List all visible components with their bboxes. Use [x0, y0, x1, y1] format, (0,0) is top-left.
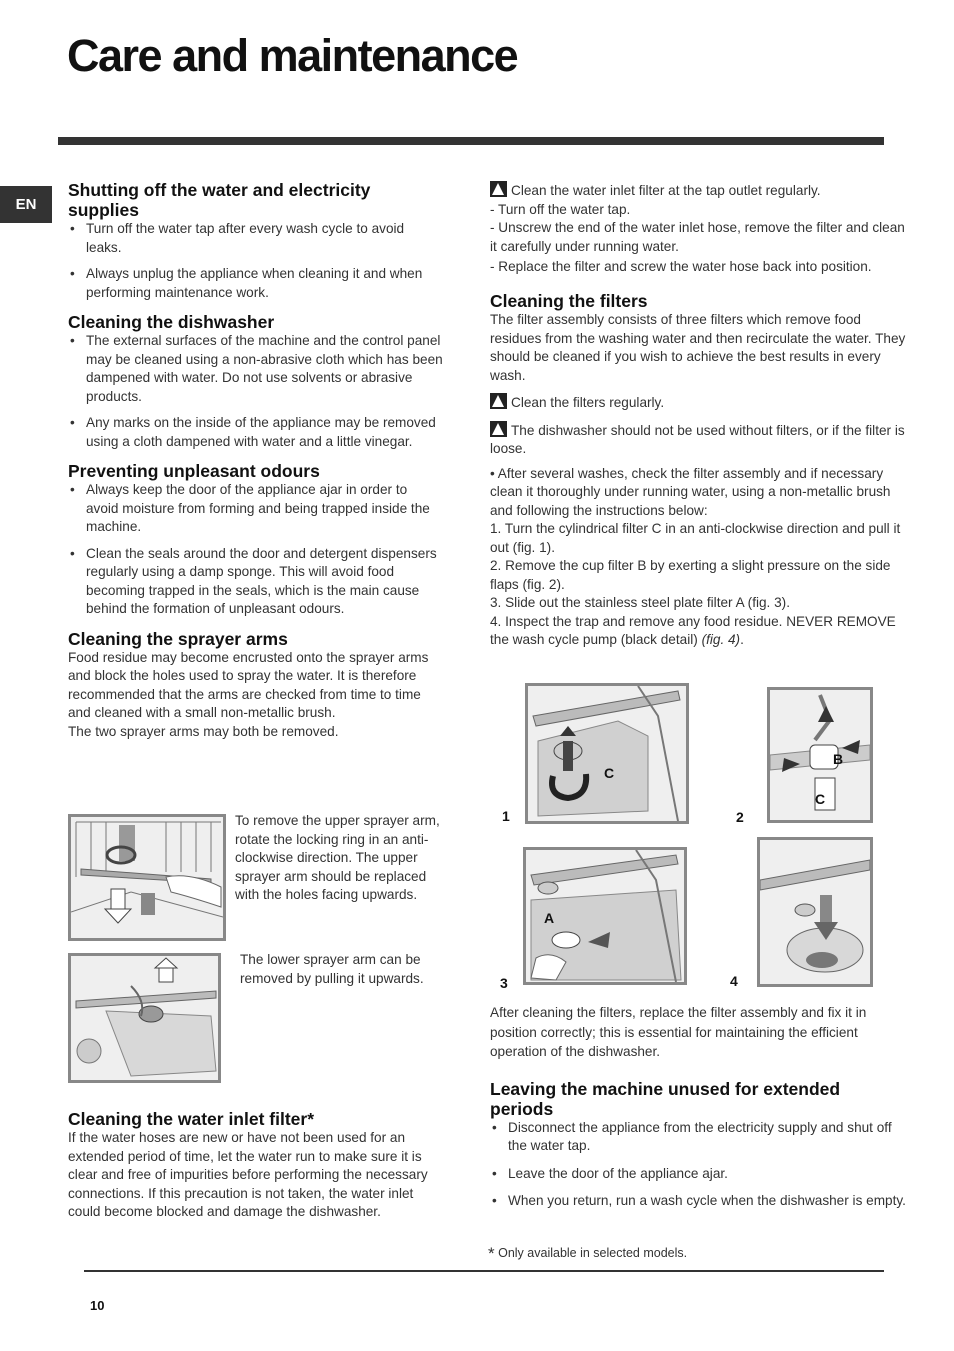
period: . [740, 632, 744, 647]
footnote-mark: * [488, 1244, 495, 1263]
list-item: • Turn off the water tap after every wash cycle to avoid leaks. [68, 220, 443, 257]
label-c-2: C [815, 791, 826, 807]
lower-sprayer-illustration [71, 956, 218, 1080]
filters-warning-2: The dishwasher should not be used without filters, or if the filter is loose. [490, 422, 905, 456]
page-title: Care and maintenance [67, 30, 518, 81]
warning-icon [490, 421, 507, 437]
footer-rule [84, 1270, 884, 1272]
list-item: • Any marks on the inside of the appliance may be removed using a cloth dampened with water and a little vinegar. [68, 414, 443, 451]
upper-sprayer-figure [68, 814, 226, 941]
warning-icon [490, 393, 507, 409]
filters-step-3: 3. Slide out the stainless steel plate filter A (fig. 3). [490, 595, 790, 610]
footnote-text: Only available in selected models. [498, 1246, 688, 1260]
lower-sprayer-figure [68, 953, 221, 1083]
after-text: After cleaning the filters, replace the filter assembly and fix it in position correctly; this is essential for maintaining the efficient operation of the dishwasher. [490, 1005, 867, 1059]
filters-step-4: 4. Inspect the trap and remove any food residue. NEVER REMOVE the wash cycle pump (black detail) [490, 613, 896, 647]
inlet-warning: Clean the water inlet filter at the tap outlet regularly. [511, 183, 821, 198]
filters-text: The filter assembly consists of three filters which remove food residues from the washing water and then recirculate the water. They should be cleaned if you wish to achieve the best results in every wash. [490, 312, 906, 383]
inlet-step: - Unscrew the end of the water inlet hose, remove the filter and clean it carefully under running water. [490, 220, 905, 254]
filter-figure-4 [757, 837, 873, 987]
heading-shutoff: Shutting off the water and electricity supplies [68, 180, 371, 220]
sprayer-text: Food residue may become encrusted onto the sprayer arms and block the holes used to spray the water. It is therefore recommended that the arms are checked from time to time and cleaned with a small non-metallic brush. [68, 649, 429, 720]
filter-figure-1 [525, 683, 689, 824]
filter-illustration-1 [528, 686, 686, 821]
list-item: • Always keep the door of the appliance ajar in order to avoid moisture from forming and being trapped inside the machine. [68, 481, 443, 537]
filter-illustration-4 [760, 840, 870, 984]
inlet-text: If the water hoses are new or have not been used for an extended period of time, let the water run to make sure it is clear and free of impurities before performing the necessary connections. If this precaution is not taken, the water inlet could become blocked and damage the dishwasher. [68, 1130, 428, 1219]
label-a: A [544, 910, 555, 926]
figure-number-1: 1 [502, 808, 510, 824]
list-item: • Leave the door of the appliance ajar. [490, 1165, 908, 1184]
heading-unused: Leaving the machine unused for extended periods [490, 1078, 841, 1119]
heading-cleaning: Cleaning the dishwasher [68, 312, 275, 332]
filters-step-1: 1. Turn the cylindrical filter C in an anti-clockwise direction and pull it out (fig. 1). [490, 521, 901, 555]
heading-odours: Preventing unpleasant odours [68, 461, 320, 481]
upper-sprayer-text: To remove the upper sprayer arm, rotate the locking ring in an anti-clockwise direction. The upper sprayer arm should be replaced with the holes facing upwards. [235, 813, 440, 902]
page-number: 10 [90, 1298, 105, 1313]
figure-number-2: 2 [736, 809, 744, 825]
heading-filters: Cleaning the filters [490, 291, 648, 311]
filters-warning-1: Clean the filters regularly. [511, 395, 665, 410]
warning-icon [490, 181, 507, 197]
list-item: • When you return, run a wash cycle when the dishwasher is empty. [490, 1192, 908, 1211]
left-column [68, 180, 443, 741]
footnote [488, 1244, 687, 1264]
shutoff-list [68, 220, 443, 302]
filters-intro: • After several washes, check the filter assembly and if necessary clean it thoroughly under running water, using a non-metallic brush and following the instructions below: [490, 465, 891, 518]
filters-step-2: 2. Remove the cup filter B by exerting a slight pressure on the side flaps (fig. 2). [490, 558, 891, 592]
figure-number-4: 4 [730, 973, 738, 989]
inlet-section [68, 1109, 443, 1222]
heading-sprayer: Cleaning the sprayer arms [68, 628, 288, 649]
upper-sprayer-illustration [71, 817, 223, 938]
cleaning-list [68, 332, 443, 451]
lower-sprayer-text: The lower sprayer arm can be removed by pulling it upwards. [240, 952, 424, 986]
unused-list [490, 1119, 908, 1211]
list-item: • Clean the seals around the door and detergent dispensers regularly using a damp sponge. This will avoid food becoming trapped in the seals, which is the main cause behind the formation of unpleasant odours. [68, 545, 443, 619]
inlet-step: - Turn off the water tap. [490, 201, 631, 217]
after-section [490, 1003, 908, 1219]
label-c: C [604, 765, 615, 781]
language-tab: EN [0, 186, 52, 223]
inlet-step: - Replace the filter and screw the water hose back into position. [490, 259, 872, 274]
list-item: • The external surfaces of the machine and the control panel may be cleaned using a non-abrasive cloth which has been dampened with water. Do not use solvents or abrasive products. [68, 332, 443, 406]
label-b: B [833, 751, 844, 767]
title-rule [58, 137, 884, 145]
list-item: • Always unplug the appliance when cleaning it and when performing maintenance work. [68, 265, 443, 302]
fig-reference: (fig. 4) [701, 632, 741, 647]
heading-inlet: Cleaning the water inlet filter* [68, 1109, 315, 1129]
right-column [490, 181, 908, 650]
odours-list [68, 481, 443, 619]
figure-number-3: 3 [500, 975, 508, 991]
list-item: • Disconnect the appliance from the electricity supply and shut off the water tap. [490, 1119, 908, 1156]
sprayer-text-2: The two sprayer arms may both be removed. [68, 723, 339, 739]
